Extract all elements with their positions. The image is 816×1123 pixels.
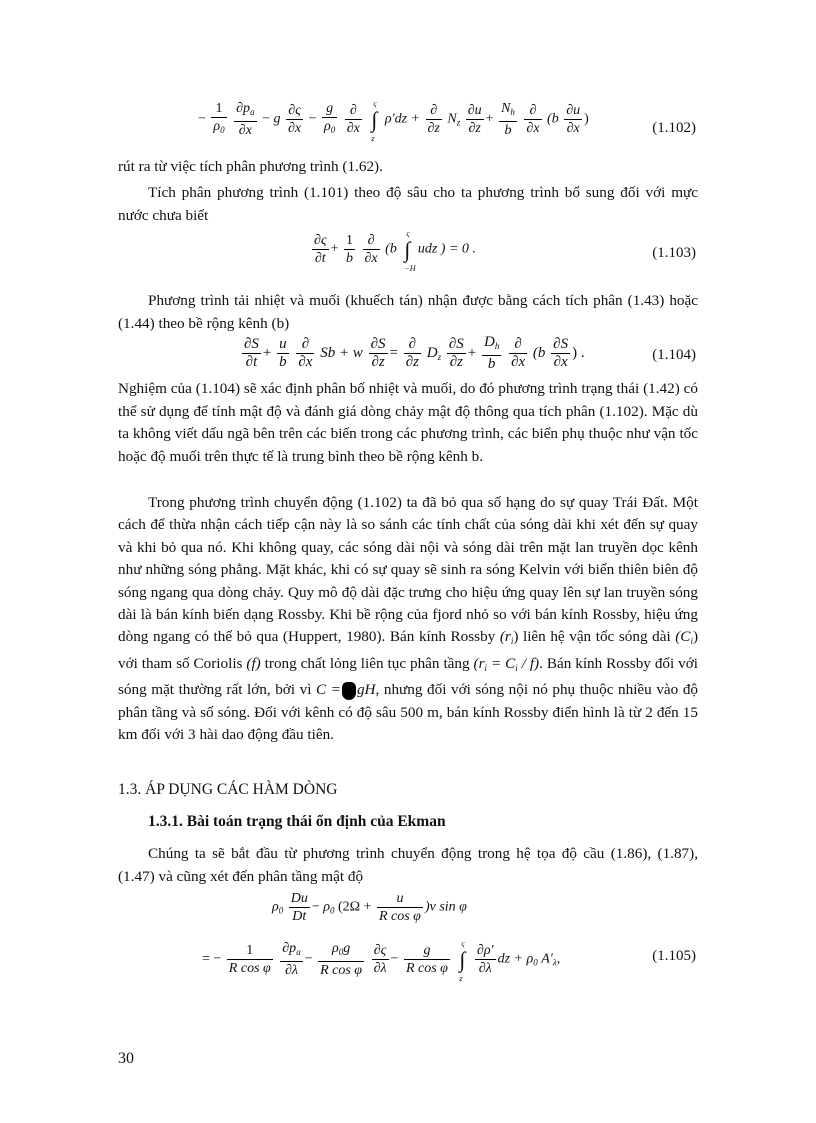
equation-number: (1.105) <box>652 948 696 964</box>
section-title: 1.3. ÁP DỤNG CÁC HÀM DÒNG <box>118 781 338 798</box>
equation-1-102: − $\frac{1}{\rho_0}$ $\frac{\partial p_a}{\partial x}$ − g $\frac{\partial\varsigma}{\partial x}$ − $\frac{g}{\rho_0}$ $\frac{\partial}{\partial x}$ ς ∫ z ρ'dz + $\frac{\partial}{\partial z}$ $N_z$ $\frac{\partial u}{\partial z}$ + $\frac{N_h}{b}$ $\frac{\partial}{\partial x}$ (b $\frac{\partial u}{\partial x}$ ) <box>198 98 589 143</box>
page-number: 30 <box>118 1050 134 1067</box>
equation-number: (1.102) <box>652 120 696 136</box>
equation-1-105-line-1: $\rho_0$ $\frac{Du}{Dt}$ − $\rho_0$ (2Ω + $\frac{u}{\text{R cos φ}}$ )v sin φ <box>272 891 467 924</box>
equation-number: (1.104) <box>652 347 696 363</box>
paragraph: rút ra từ việc tích phân phương trình (1.62). <box>118 158 383 175</box>
paragraph: Trong phương trình chuyển động (1.102) ta đã bỏ qua số hạng do sự quay Trái Đất. Một cách để thừa nhận cách tiếp cận này là so sánh các tính chất của sóng dài khi xét đến sự quay và khi bỏ qua nó. Khi không quay, các sóng dài nội và sóng dài trên mặt lan truyền dọc kênh như những sóng phẳng. Mặt khác, khi có sự quay sẽ sinh ra sóng Kelvin với biến thiên biên độ sóng ngang qua dòng chảy. Quy mô độ dài đặc trưng cho hiệu ứng quay lên sự lan truyền sóng dài là bán kính biến dạng Rossby. Khi bề rộng của fjord nhỏ so với bán kính Rossby, hiệu ứng dòng ngang có thể bỏ qua (Huppert, 1980). Bán kính Rossby $(r_i)$ liên hệ vận tốc sóng dài $(C_i)$ với tham số Coriolis (f) trong chất lỏng liên tục phân tầng $(r_i = C_i / f)$. Bán kính Rossby đối với sóng mặt thường rất lớn, bởi vì C = gH, nhưng đối với sóng nội nó phụ thuộc nhiều vào độ phân tầng và số sóng. Đối với kênh có độ sâu 500 m, bán kính Rossby điển hình là từ 2 đến 15 km đối với 3 hài dao động đầu tiên. <box>118 494 699 744</box>
paragraph: Nghiệm của (1.104) sẽ xác định phân bố nhiệt và muối, do đó phương trình trạng thái (1.42) có thể sử dụng để tính mật độ và đánh giá dòng chảy mật độ thông qua tích phân (1.102). Mặc dù ta không viết dấu ngã bên trên các biến trong các phương trình, các biến phụ thuộc như vận tốc hoặc độ muối trên thực tế là trung bình theo bề rộng kênh b. <box>118 380 698 465</box>
paragraph: Phương trình tải nhiệt và muối (khuếch tán) nhận được bằng cách tích phân (1.43) hoặc (1.44) theo bề rộng kênh (b) <box>118 292 698 332</box>
equation-number: (1.103) <box>652 245 696 261</box>
equation-1-105-line-2: = − $\frac{1}{\text{R cos φ}}$ $\frac{\partial p_a}{\partial\lambda}$ − $\frac{\rho_0g}{\text{R cos φ}}$ $\frac{\partial\varsigma}{\partial\lambda}$ − $\frac{g}{\text{R cos φ}}$ ς ∫ z $\frac{\partial\rho'}{\partial\lambda}$ dz + $\rho_0$ $A'_\lambda$, <box>202 938 561 983</box>
subsection-title: 1.3.1. Bài toán trạng thái ổn định của Ekman <box>148 813 446 830</box>
equation-1-104: $\frac{\partial S}{\partial t}$ + $\frac{u}{b}$ $\frac{\partial}{\partial x}$ Sb + w $\frac{\partial S}{\partial z}$ = $\frac{\partial}{\partial z}$ $D_z$ $\frac{\partial S}{\partial z}$ + $\frac{D_h}{b}$ $\frac{\partial}{\partial x}$ (b $\frac{\partial S}{\partial x}$ ) . <box>244 334 585 372</box>
paragraph: Chúng ta sẽ bắt đầu từ phương trình chuyển động trong hệ tọa độ cầu (1.86), (1.87), (1.47) và cũng xét đến phân tầng mật độ <box>118 845 698 885</box>
sqrt-blob <box>342 682 356 700</box>
paragraph: Tích phân phương trình (1.101) theo độ sâu cho ta phương trình bổ sung đối với mực nước chưa biết <box>118 184 698 224</box>
equation-1-103: $\frac{\partial\varsigma}{\partial t}$ + $\frac{1}{b}$ $\frac{\partial}{\partial x}$ (b ς ∫ −H udz ) = 0 . <box>314 228 476 273</box>
